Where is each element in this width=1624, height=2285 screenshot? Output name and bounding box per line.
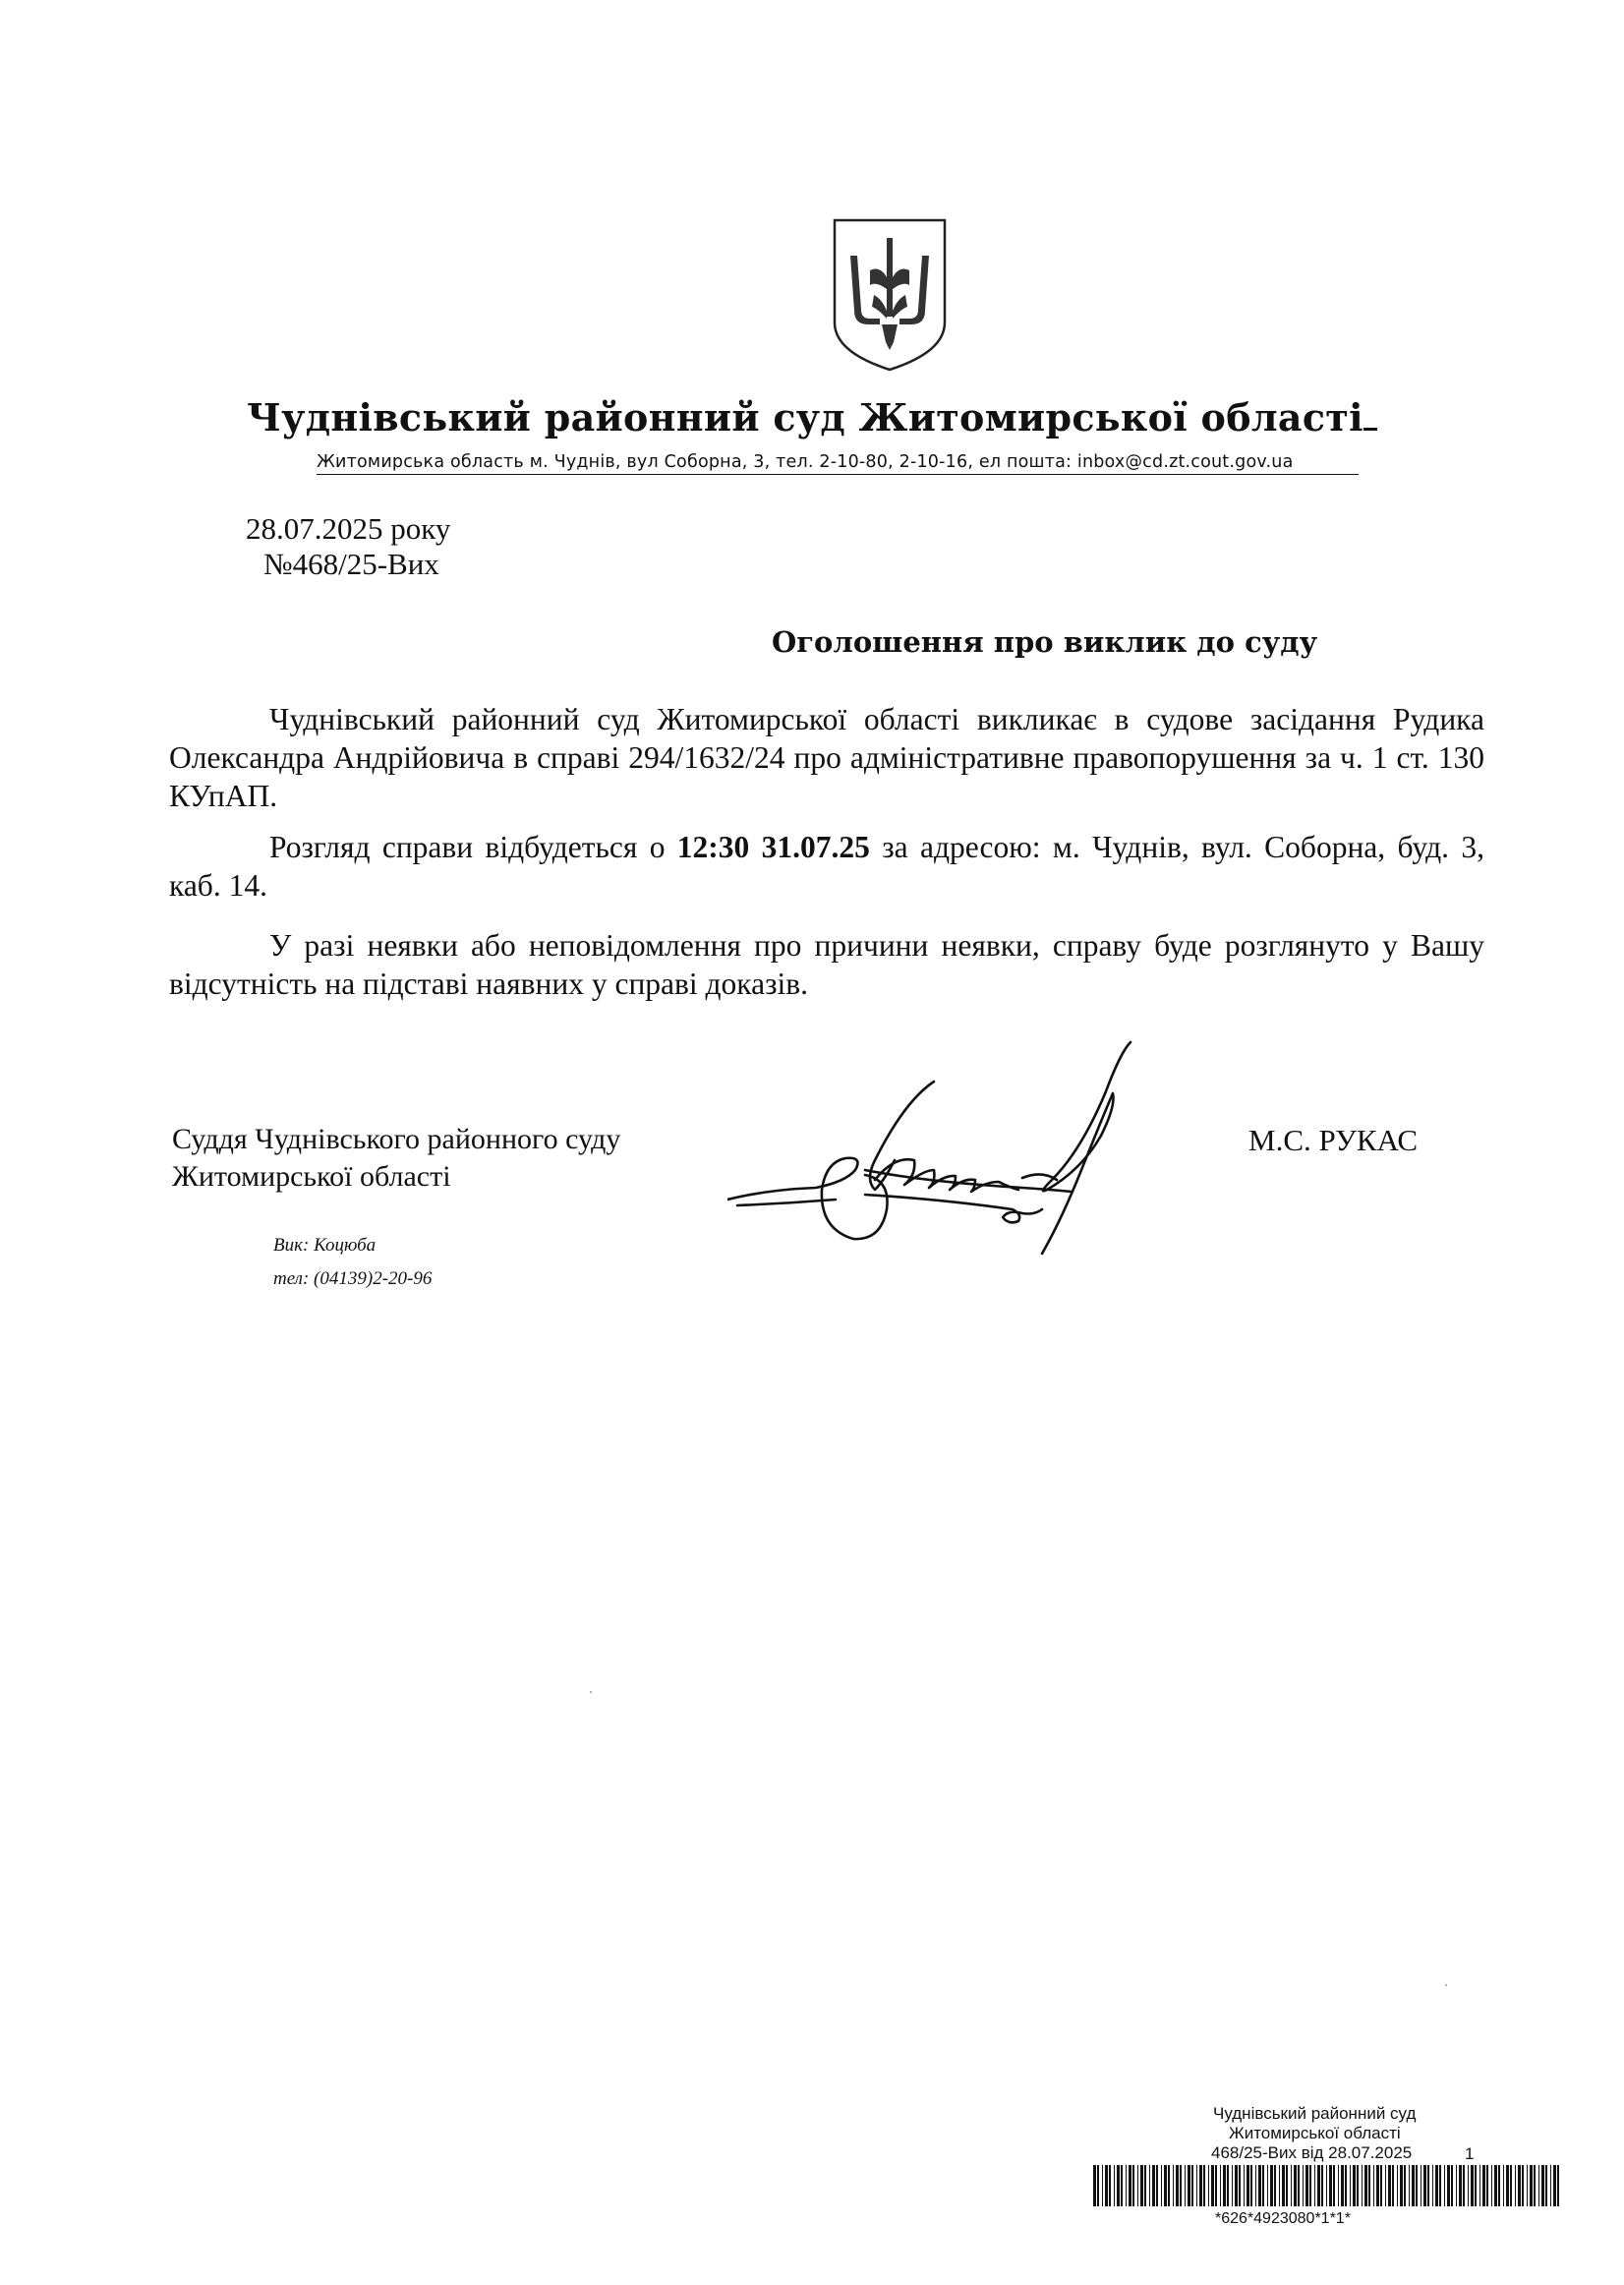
barcode-bar — [1164, 2165, 1167, 2206]
barcode-bar — [1286, 2165, 1288, 2206]
barcode-bar — [1385, 2165, 1386, 2206]
barcode-bar — [1463, 2165, 1465, 2206]
stamp-region: Житомирської області — [1229, 2124, 1401, 2142]
barcode-text: *626*4923080*1*1* — [1215, 2210, 1351, 2227]
scan-speck — [590, 1691, 592, 1693]
barcode-bar — [1506, 2165, 1509, 2206]
barcode-bar — [1475, 2165, 1477, 2206]
barcode-bar — [1338, 2165, 1339, 2206]
barcode-bar — [1126, 2165, 1127, 2206]
barcode-bar — [1250, 2165, 1252, 2206]
barcode-bar — [1232, 2165, 1233, 2206]
barcode-bar — [1326, 2165, 1327, 2206]
barcode-bar — [1203, 2165, 1205, 2206]
barcode-bar — [1255, 2165, 1256, 2206]
barcode-bar — [1456, 2165, 1457, 2206]
barcode-bar — [1173, 2165, 1174, 2206]
judge-title: Суддя Чуднівського районного суду Житомирської області — [172, 1123, 621, 1193]
barcode-bar — [1444, 2165, 1445, 2206]
barcode-bar — [1305, 2165, 1308, 2206]
barcode-bar — [1388, 2165, 1391, 2206]
barcode-bar — [1530, 2165, 1533, 2206]
barcode-bar — [1432, 2165, 1433, 2206]
barcode-bar — [1557, 2165, 1559, 2206]
executor-phone: тел: (04139)2-20-96 — [273, 1268, 433, 1289]
barcode-bar — [1550, 2165, 1551, 2206]
barcode-bar — [1274, 2165, 1276, 2206]
barcode-bar — [1341, 2165, 1344, 2206]
notice-body — [169, 700, 1484, 1016]
barcode-bar — [1244, 2165, 1245, 2206]
barcode-bar — [1534, 2165, 1536, 2206]
registration-stamp — [1091, 2104, 1563, 2271]
barcode-bar — [1117, 2165, 1120, 2206]
barcode-bar — [1376, 2165, 1379, 2206]
barcode-bar — [1362, 2165, 1363, 2206]
barcode-bar — [1527, 2165, 1528, 2206]
barcode-bar — [1102, 2165, 1103, 2206]
barcode-bar — [1208, 2165, 1209, 2206]
barcode-bar — [1451, 2165, 1453, 2206]
barcode-bar — [1471, 2165, 1474, 2206]
barcode-bar — [1416, 2165, 1418, 2206]
barcode-bar — [1144, 2165, 1146, 2206]
barcode-bar — [1168, 2165, 1170, 2206]
barcode-bar — [1235, 2165, 1238, 2206]
barcode-bar — [1314, 2165, 1315, 2206]
barcode-bar — [1258, 2165, 1261, 2206]
document-date: 28.07.2025 року — [246, 511, 451, 546]
barcode-bar — [1223, 2165, 1226, 2206]
barcode-bar — [1479, 2165, 1480, 2206]
barcode-bar — [1392, 2165, 1394, 2206]
notice-title: Оголошення про виклик до суду — [772, 625, 1318, 659]
executor-info — [273, 1229, 432, 1296]
barcode-bar — [1294, 2165, 1297, 2206]
barcode-bar — [1345, 2165, 1347, 2206]
barcode-bar — [1541, 2165, 1544, 2206]
barcode-bar — [1397, 2165, 1398, 2206]
barcode-bar — [1353, 2165, 1356, 2206]
barcode-bar — [1329, 2165, 1332, 2206]
executor-name: Вик: Коцюба — [273, 1235, 377, 1256]
court-name-heading: Чуднівський районний суд Житомирської області — [0, 395, 1624, 439]
barcode-bar — [1149, 2165, 1150, 2206]
barcode-bar — [1368, 2165, 1370, 2206]
stamp-reg-number: 468/25-Вих від 28.07.2025 — [1211, 2143, 1413, 2162]
barcode-bar — [1239, 2165, 1241, 2206]
barcode-bar — [1364, 2165, 1367, 2206]
barcode-bar — [1435, 2165, 1438, 2206]
stamp-court-name: Чуднівський районний суд — [1213, 2104, 1417, 2123]
paragraph-summons: Чуднівський районний суд Житомирської області викликає в судове засідання Рудика Олександра Андрійовича в справі 294/1632/24 про адміністративне правопорушення за ч. 1 ст. 130 КУпАП. — [169, 702, 1484, 813]
barcode-bar — [1121, 2165, 1123, 2206]
coat-of-arms-emblem — [831, 216, 949, 374]
barcode-bar — [1373, 2165, 1374, 2206]
barcode-bar — [1267, 2165, 1268, 2206]
barcode-bar — [1185, 2165, 1186, 2206]
barcode-bar — [1522, 2165, 1524, 2206]
barcode-bar — [1140, 2165, 1143, 2206]
barcode-bar — [1333, 2165, 1335, 2206]
barcode-bar — [1494, 2165, 1497, 2206]
barcode-bar — [1188, 2165, 1190, 2206]
hearing-datetime: 12:30 31.07.25 — [676, 830, 870, 864]
barcode-bar — [1412, 2165, 1415, 2206]
barcode-bar — [1400, 2165, 1403, 2206]
judge-signature — [727, 1032, 1199, 1268]
barcode-bar — [1161, 2165, 1162, 2206]
barcode-bar — [1196, 2165, 1197, 2206]
paragraph-hearing: Розгляд справи відбудеться о 12:30 31.07.25 за адресою: м. Чуднів, вул. Соборна, буд. 3, каб. 14. — [169, 830, 1484, 903]
stamp-page-number: 1 — [1465, 2144, 1475, 2163]
barcode-bar — [1538, 2165, 1539, 2206]
barcode-bar — [1220, 2165, 1221, 2206]
barcode-bar — [1152, 2165, 1155, 2206]
barcode-bar — [1482, 2165, 1485, 2206]
barcode-bar — [1215, 2165, 1217, 2206]
barcode-bar — [1105, 2165, 1108, 2206]
barcode-bar — [1510, 2165, 1512, 2206]
barcode-bar — [1279, 2165, 1280, 2206]
barcode-bar — [1350, 2165, 1351, 2206]
barcode-bar — [1459, 2165, 1462, 2206]
barcode-bar — [1291, 2165, 1292, 2206]
barcode-bar — [1409, 2165, 1410, 2206]
barcode-bar — [1270, 2165, 1273, 2206]
barcode-bar — [1282, 2165, 1285, 2206]
barcode-bar — [1553, 2165, 1556, 2206]
barcode-bar — [1468, 2165, 1469, 2206]
barcode-bar — [1129, 2165, 1131, 2206]
barcode-bar — [1303, 2165, 1304, 2206]
barcode-bar — [1404, 2165, 1406, 2206]
barcode-bar — [1380, 2165, 1382, 2206]
barcode-bar — [1114, 2165, 1115, 2206]
barcode-bar — [1199, 2165, 1202, 2206]
barcode-bar — [1211, 2165, 1214, 2206]
barcode-bar — [1191, 2165, 1193, 2206]
barcode-bar — [1498, 2165, 1500, 2206]
barcode-bar — [1423, 2165, 1426, 2206]
barcode-bar — [1321, 2165, 1323, 2206]
barcode-bar — [1097, 2165, 1099, 2206]
judge-name: М.С. РУКАС — [1248, 1123, 1419, 1157]
barcode-bar — [1309, 2165, 1311, 2206]
barcode-bar — [1176, 2165, 1179, 2206]
barcode-bar — [1109, 2165, 1111, 2206]
barcode-bar — [1262, 2165, 1264, 2206]
barcode-bar — [1545, 2165, 1547, 2206]
barcode-bar — [1298, 2165, 1300, 2206]
barcode-bar — [1503, 2165, 1504, 2206]
barcode-bar — [1486, 2165, 1488, 2206]
scan-speck — [1445, 1984, 1447, 1986]
document-number: №468/25-Вих — [263, 547, 439, 581]
barcode-bar — [1132, 2165, 1134, 2206]
barcode-bar — [1227, 2165, 1229, 2206]
barcode-bar — [1439, 2165, 1441, 2206]
barcode-bar — [1447, 2165, 1450, 2206]
barcode-bar — [1317, 2165, 1320, 2206]
barcode — [1091, 2165, 1563, 2206]
barcode-bar — [1427, 2165, 1429, 2206]
barcode-bar — [1515, 2165, 1516, 2206]
barcode-bar — [1357, 2165, 1359, 2206]
barcode-bar — [1518, 2165, 1521, 2206]
barcode-bar — [1156, 2165, 1158, 2206]
barcode-bar — [1180, 2165, 1182, 2206]
barcode-bar — [1491, 2165, 1492, 2206]
paragraph-absence-warning: У разі неявки або неповідомлення про причини неявки, справу буде розглянуто у Вашу відсутність на підставі наявних у справі доказів. — [169, 928, 1484, 1001]
barcode-bar — [1093, 2165, 1096, 2206]
barcode-bar — [1137, 2165, 1138, 2206]
court-address-line: Житомирська область м. Чуднів, вул Соборна, 3, тел. 2-10-80, 2-10-16, ел пошта: inbox@cd.zt.cout.gov.ua — [317, 452, 1359, 475]
barcode-bar — [1247, 2165, 1249, 2206]
